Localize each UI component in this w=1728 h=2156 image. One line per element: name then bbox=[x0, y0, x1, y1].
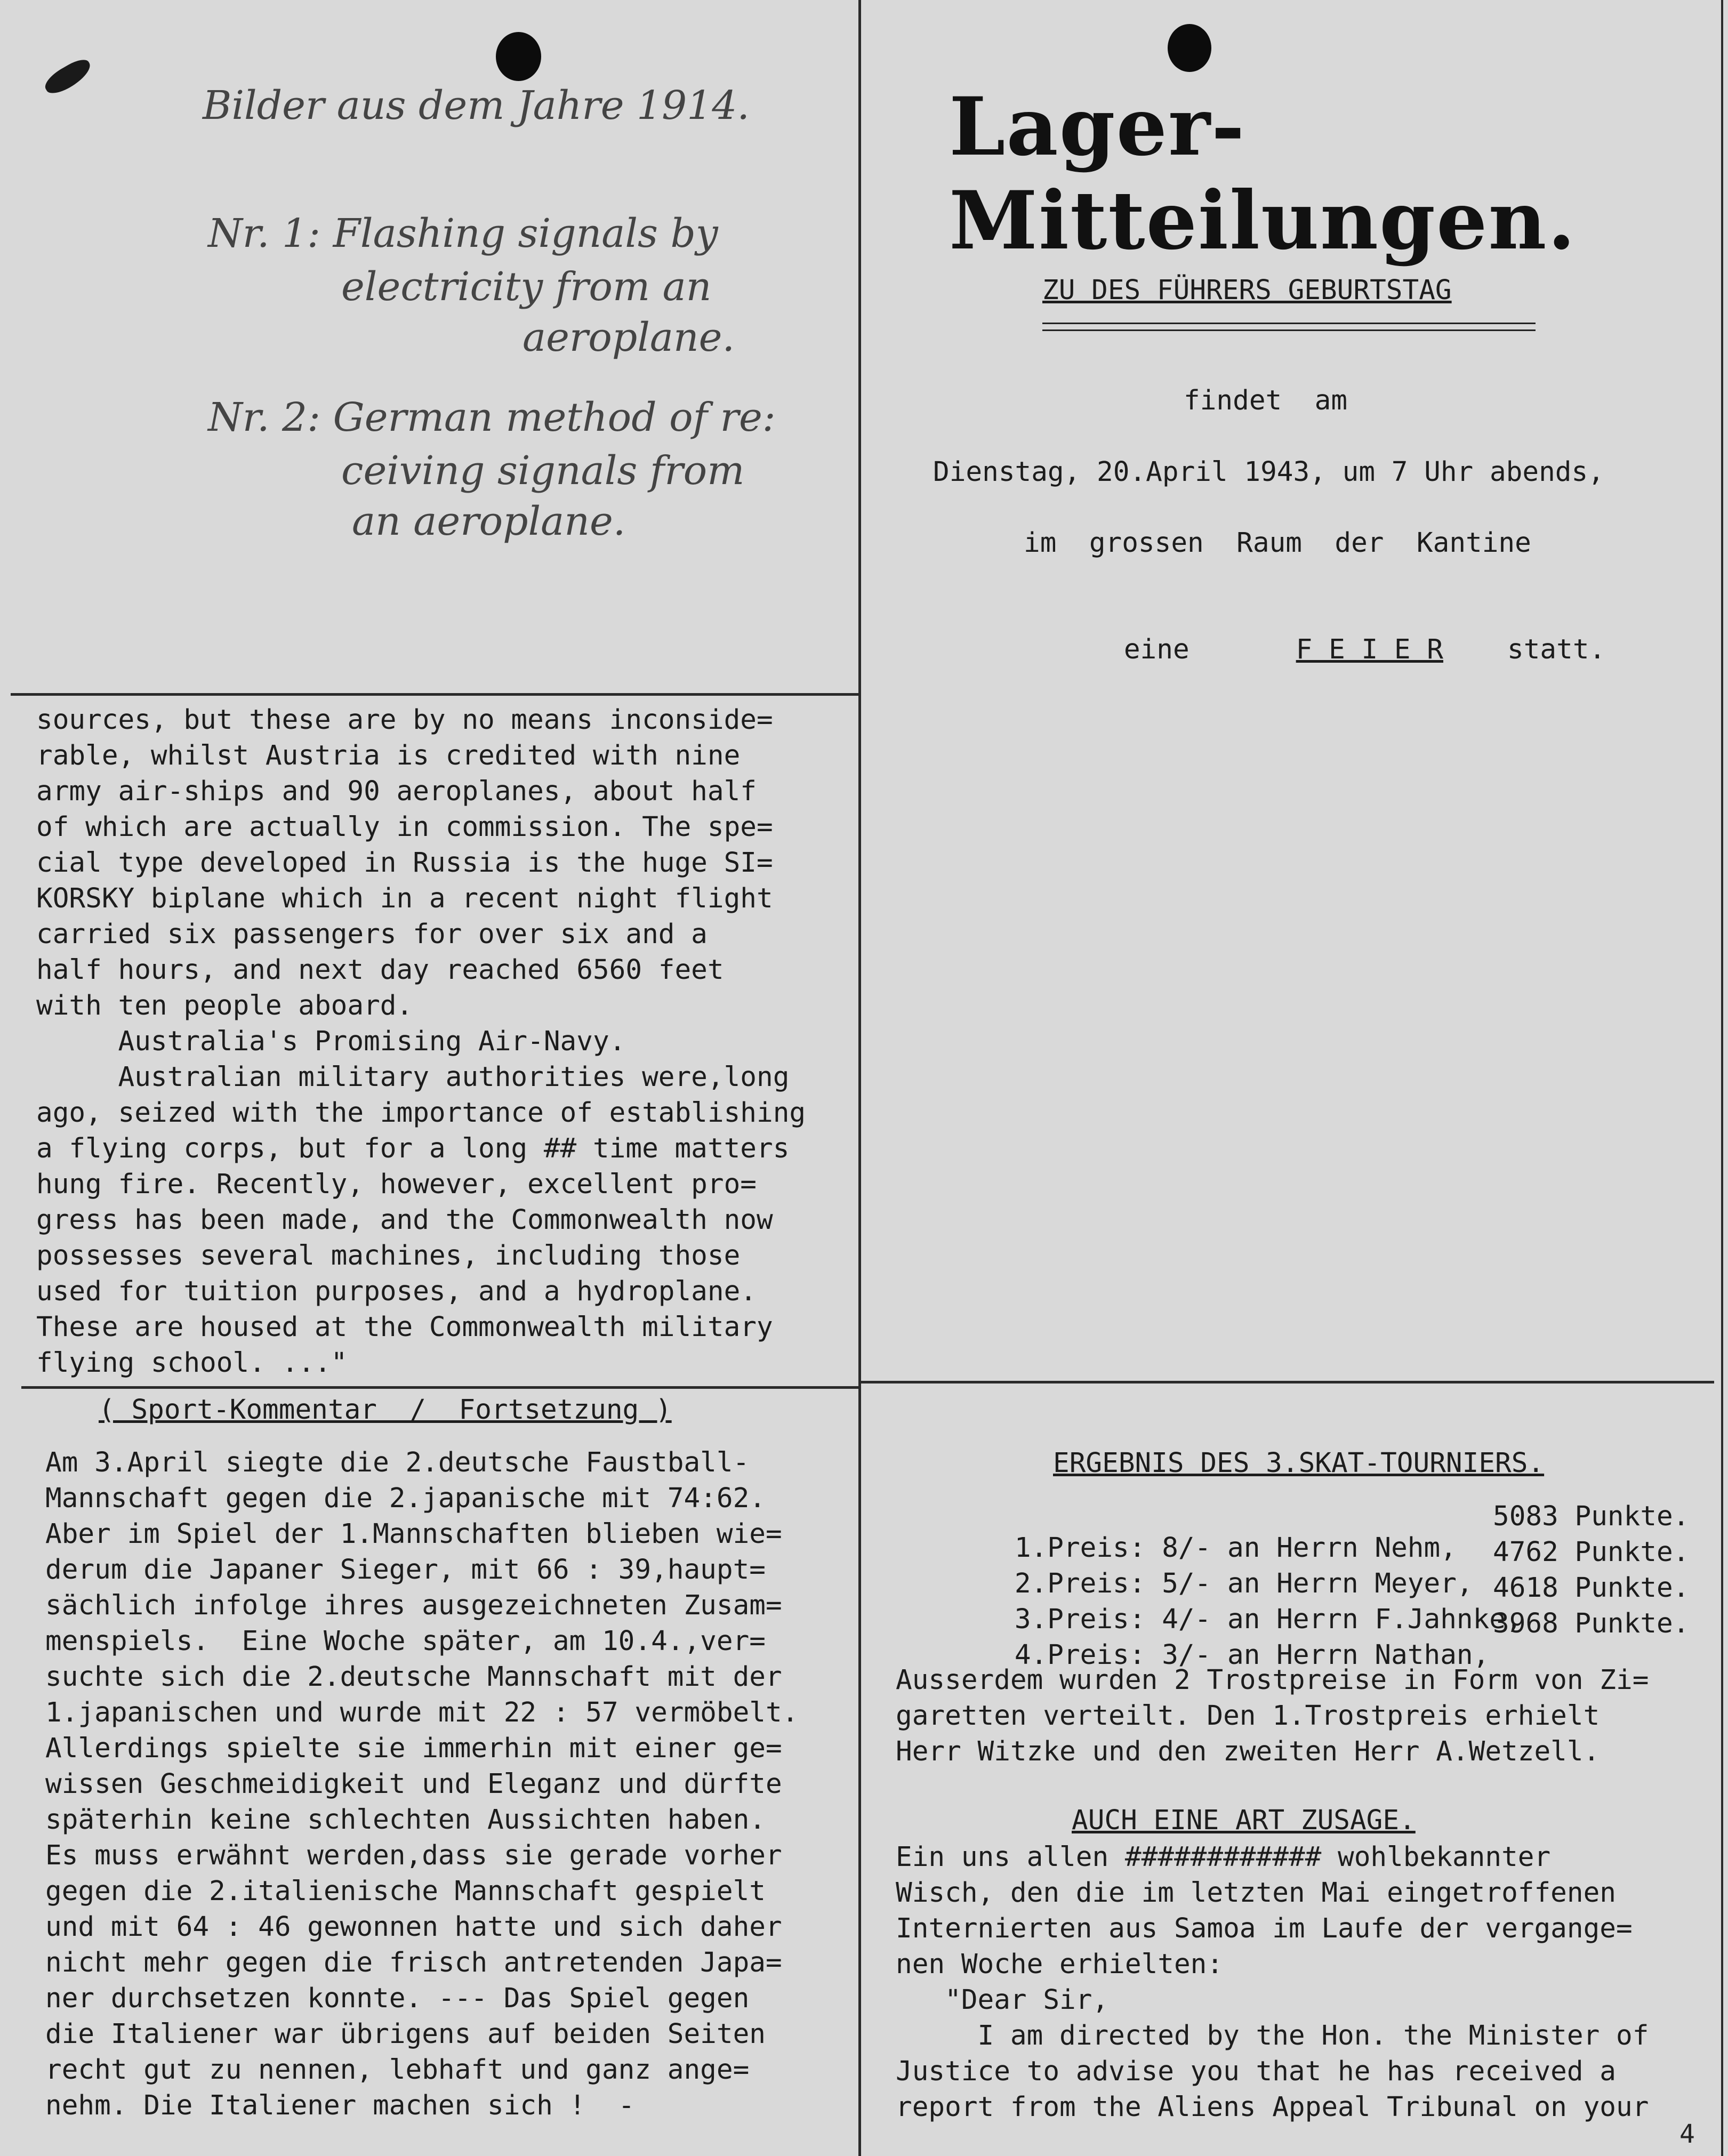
announcement-line-4 bbox=[1058, 596, 1605, 703]
center-divider bbox=[858, 0, 861, 2156]
prize-amount: 3/- bbox=[1162, 1639, 1211, 1671]
handwritten-note-1-line-2: electricity from an bbox=[341, 264, 712, 310]
sport-line: nehm. Die Italiener machen sich ! - bbox=[45, 2090, 635, 2121]
sport-heading: ( Sport-Kommentar / Fortsetzung ) bbox=[99, 1394, 672, 1426]
announcement-statt: statt. bbox=[1507, 634, 1606, 665]
handwritten-note-2-line-3: an aeroplane. bbox=[352, 498, 626, 544]
handwritten-title: Bilder aus dem Jahre 1914. bbox=[203, 83, 750, 128]
left-divider-upper bbox=[11, 693, 859, 696]
sport-line: menspiels. Eine Woche später, am 10.4.,ver= bbox=[45, 1626, 766, 1657]
skat-after-line: garetten verteilt. Den 1.Trostpreis erhielt bbox=[896, 1700, 1600, 1732]
sport-line: Mannschaft gegen die 2.japanische mit 74:62. bbox=[45, 1483, 766, 1514]
zusage-line: Ein uns allen ############ wohlbekannter bbox=[896, 1841, 1551, 1873]
skat-after-line: Ausserdem wurden 2 Trostpreise in Form von Zi= bbox=[896, 1664, 1649, 1696]
prize-place: 4.Preis: bbox=[1014, 1639, 1146, 1671]
skat-heading: ERGEBNIS DES 3.SKAT-TOURNIERS. bbox=[1053, 1447, 1545, 1479]
sport-line: Allerdings spielte sie immerhin mit einer ge= bbox=[45, 1733, 782, 1764]
article-line: rable, whilst Austria is credited with nine bbox=[36, 740, 741, 771]
zusage-line: "Dear Sir, bbox=[896, 1984, 1109, 2016]
prize-recipient: an Herrn Nehm, bbox=[1227, 1532, 1457, 1564]
zusage-line: Wisch, den die im letzten Mai eingetroffenen bbox=[896, 1877, 1617, 1909]
announcement-feier: F E I E R bbox=[1296, 634, 1443, 665]
sport-line: Es muss erwähnt werden,dass sie gerade vorher bbox=[45, 1840, 782, 1871]
sport-line: wissen Geschmeidigkeit und Eleganz und dürfte bbox=[45, 1768, 782, 1800]
prize-amount: 8/- bbox=[1162, 1532, 1211, 1564]
sport-line: ner durchsetzen konnte. --- Das Spiel gegen bbox=[45, 1983, 750, 2014]
prize-place: 1.Preis: bbox=[1014, 1532, 1146, 1564]
article-subheading: Australia's Promising Air-Navy. bbox=[36, 1026, 626, 1057]
prize-recipient: an Herrn F.Jahnke, bbox=[1227, 1604, 1522, 1635]
announcement-double-underline bbox=[1042, 323, 1536, 331]
article-line: hung fire. Recently, however, excellent pro= bbox=[36, 1169, 757, 1200]
masthead-title: Lager-Mitteilungen. bbox=[949, 80, 1577, 268]
prize-place: 2.Preis: bbox=[1014, 1568, 1146, 1599]
article-line: Australian military authorities were,long bbox=[36, 1061, 790, 1093]
sport-line: Am 3.April siegte die 2.deutsche Faustball- bbox=[45, 1447, 750, 1478]
page-number: 4 bbox=[1679, 2119, 1695, 2149]
prize-points: 4618 Punkte. bbox=[1493, 1572, 1690, 1604]
prize-points: 5083 Punkte. bbox=[1493, 1501, 1690, 1532]
article-line: of which are actually in commission. The spe= bbox=[36, 811, 773, 843]
skat-after-line: Herr Witzke und den zweiten Herr A.Wetzell. bbox=[896, 1736, 1600, 1767]
handwritten-note-2-line-2: ceiving signals from bbox=[341, 448, 745, 494]
sport-line: späterhin keine schlechten Aussichten haben. bbox=[45, 1804, 766, 1836]
zusage-line: I am directed by the Hon. the Minister of bbox=[896, 2020, 1649, 2052]
article-line: possesses several machines, including those bbox=[36, 1240, 741, 1272]
zusage-heading: AUCH EINE ART ZUSAGE. bbox=[1072, 1805, 1416, 1836]
prize-points: 3968 Punkte. bbox=[1493, 1608, 1690, 1639]
sport-line: suchte sich die 2.deutsche Mannschaft mit der bbox=[45, 1661, 782, 1693]
ink-blot bbox=[41, 55, 95, 98]
article-line: with ten people aboard. bbox=[36, 990, 413, 1021]
prize-amount: 5/- bbox=[1162, 1568, 1211, 1599]
zusage-line: nen Woche erhielten: bbox=[896, 1949, 1224, 1980]
punch-hole-right bbox=[1168, 24, 1211, 72]
sport-line: gegen die 2.italienische Mannschaft gespielt bbox=[45, 1876, 766, 1907]
sport-line: die Italiener war übrigens auf beiden Seiten bbox=[45, 2018, 766, 2050]
article-line: These are housed at the Commonwealth military bbox=[36, 1312, 773, 1343]
left-divider-lower bbox=[21, 1386, 859, 1389]
handwritten-note-1-line-3: aeroplane. bbox=[523, 315, 735, 360]
prize-place: 3.Preis: bbox=[1014, 1604, 1146, 1635]
handwritten-note-2-line-1: Nr. 2: German method of re: bbox=[208, 395, 776, 440]
sport-line: und mit 64 : 46 gewonnen hatte und sich daher bbox=[45, 1911, 782, 1943]
prize-recipient: an Herrn Meyer, bbox=[1227, 1568, 1473, 1599]
article-line: sources, but these are by no means inconside= bbox=[36, 704, 773, 736]
right-divider bbox=[861, 1381, 1714, 1383]
right-border bbox=[1721, 0, 1723, 2156]
prize-recipient: an Herrn Nathan, bbox=[1227, 1639, 1490, 1671]
announcement-line-1: findet am bbox=[1184, 385, 1348, 416]
article-line: KORSKY biplane which in a recent night flight bbox=[36, 883, 773, 914]
article-line: ago, seized with the importance of establishing bbox=[36, 1097, 806, 1129]
article-line: used for tuition purposes, and a hydroplane. bbox=[36, 1276, 757, 1307]
announcement-line-2: Dienstag, 20.April 1943, um 7 Uhr abends, bbox=[933, 456, 1604, 488]
handwritten-note-1-line-1: Nr. 1: Flashing signals by bbox=[208, 211, 718, 256]
article-line: carried six passengers for over six and a bbox=[36, 919, 708, 950]
article-line: a flying corps, but for a long ## time matters bbox=[36, 1133, 790, 1164]
prize-amount: 4/- bbox=[1162, 1604, 1211, 1635]
sport-line: 1.japanischen und wurde mit 22 : 57 vermöbelt. bbox=[45, 1697, 799, 1728]
zusage-line: Internierten aus Samoa im Laufe der vergange= bbox=[896, 1913, 1633, 1944]
punch-hole-left bbox=[496, 32, 541, 81]
article-line: half hours, and next day reached 6560 feet bbox=[36, 954, 724, 986]
sport-line: nicht mehr gegen die frisch antretenden Japa= bbox=[45, 1947, 782, 1978]
announcement-line-3: im grossen Raum der Kantine bbox=[1024, 527, 1531, 559]
sport-line: derum die Japaner Sieger, mit 66 : 39,haupt= bbox=[45, 1554, 766, 1586]
sport-line: recht gut zu nennen, lebhaft und ganz ange= bbox=[45, 2054, 750, 2086]
article-line: cial type developed in Russia is the huge SI= bbox=[36, 847, 773, 879]
sport-line: sächlich infolge ihres ausgezeichneten Zusam= bbox=[45, 1590, 782, 1621]
announcement-heading: ZU DES FÜHRERS GEBURTSTAG bbox=[1042, 275, 1452, 306]
sport-line: Aber im Spiel der 1.Mannschaften blieben wie= bbox=[45, 1518, 782, 1550]
zusage-line: report from the Aliens Appeal Tribunal on your bbox=[896, 2091, 1649, 2123]
prize-points: 4762 Punkte. bbox=[1493, 1536, 1690, 1568]
zusage-line: Justice to advise you that he has received a bbox=[896, 2056, 1617, 2087]
article-line: army air-ships and 90 aeroplanes, about half bbox=[36, 776, 757, 807]
article-line: flying school. ..." bbox=[36, 1347, 348, 1379]
announcement-eine: eine bbox=[1123, 634, 1189, 665]
article-line: gress has been made, and the Commonwealth now bbox=[36, 1204, 773, 1236]
